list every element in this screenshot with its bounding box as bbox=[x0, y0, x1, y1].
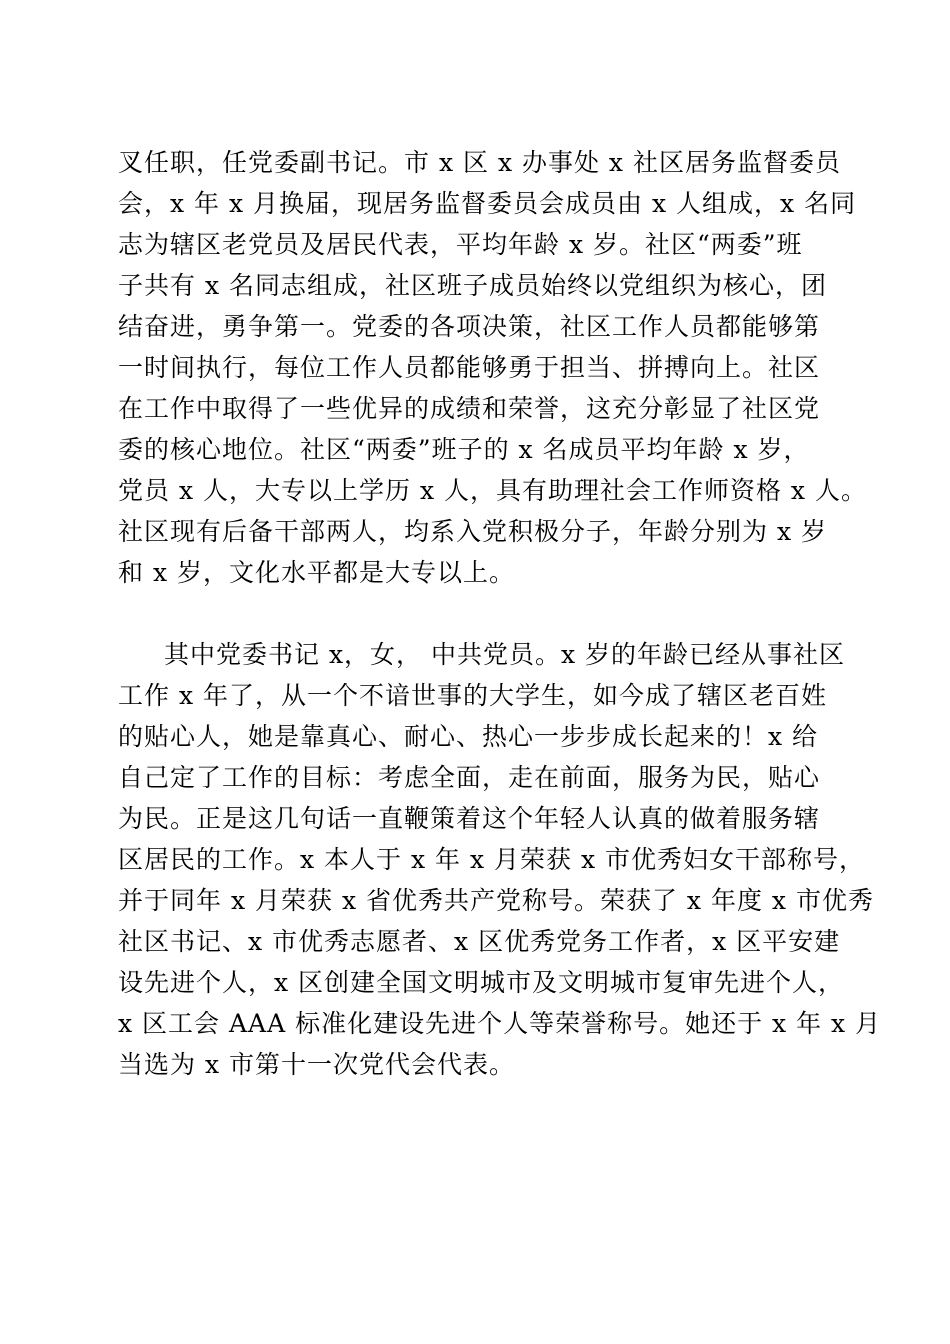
paragraph-line: x 区工会 AAA 标准化建设先进个人等荣誉称号。她还于 x 年 x 月 bbox=[118, 1009, 882, 1038]
paragraph-line: 当选为 x 市第十一次党代会代表。 bbox=[118, 1050, 515, 1079]
paragraph-line: 在工作中取得了一些优异的成绩和荣誉，这充分彰显了社区党 bbox=[118, 394, 821, 423]
paragraph-line: 工作 x 年了，从一个不谙世事的大学生，如今成了辖区老百姓 bbox=[118, 681, 827, 710]
paragraph-line: 并于同年 x 月荣获 x 省优秀共产党称号。荣获了 x 年度 x 市优秀 bbox=[118, 886, 874, 915]
paragraph-line: 区居民的工作。x 本人于 x 年 x 月荣获 x 市优秀妇女干部称号， bbox=[118, 845, 866, 874]
paragraph-line: 志为辖区老党员及居民代表，平均年龄 x 岁。社区“两委”班 bbox=[118, 230, 803, 259]
paragraph-line: 会，x 年 x 月换届，现居务监督委员会成员由 x 人组成，x 名同 bbox=[118, 189, 857, 218]
paragraph-line: 委的核心地位。社区“两委”班子的 x 名成员平均年龄 x 岁， bbox=[118, 435, 810, 464]
paragraph-line: 结奋进，勇争第一。党委的各项决策，社区工作人员都能够第 bbox=[118, 312, 821, 341]
paragraph-line: 和 x 岁，文化水平都是大专以上。 bbox=[118, 558, 515, 587]
paragraph-line: 社区现有后备干部两人，均系入党积极分子，年龄分别为 x 岁 bbox=[118, 517, 827, 546]
paragraph-line: 叉任职，任党委副书记。市 x 区 x 办事处 x 社区居务监督委员 bbox=[118, 148, 841, 177]
paragraph-2 bbox=[118, 634, 882, 1085]
paragraph-line: 自己定了工作的目标：考虑全面，走在前面，服务为民，贴心 bbox=[118, 763, 821, 792]
paragraph-line: 子共有 x 名同志组成，社区班子成员始终以党组织为核心，团 bbox=[118, 271, 827, 300]
paragraph-line: 设先进个人，x 区创建全国文明城市及文明城市复审先进个人， bbox=[118, 968, 845, 997]
paragraph-line: 的贴心人，她是靠真心、耐心、热心一步步成长起来的！x 给 bbox=[118, 722, 819, 751]
paragraph-line: 社区书记、x 市优秀志愿者、x 区优秀党务工作者，x 区平安建 bbox=[118, 927, 841, 956]
paragraph-line: 党员 x 人，大专以上学历 x 人，具有助理社会工作师资格 x 人。 bbox=[118, 476, 867, 505]
paragraph-line: 为民。正是这几句话一直鞭策着这个年轻人认真的做着服务辖 bbox=[118, 804, 821, 833]
paragraph-first-line: 其中党委书记 x，女， 中共党员。x 岁的年龄已经从事社区 bbox=[164, 640, 846, 669]
paragraph-line: 一时间执行，每位工作人员都能够勇于担当、拼搏向上。社区 bbox=[118, 353, 821, 382]
paragraph-1 bbox=[118, 142, 867, 593]
